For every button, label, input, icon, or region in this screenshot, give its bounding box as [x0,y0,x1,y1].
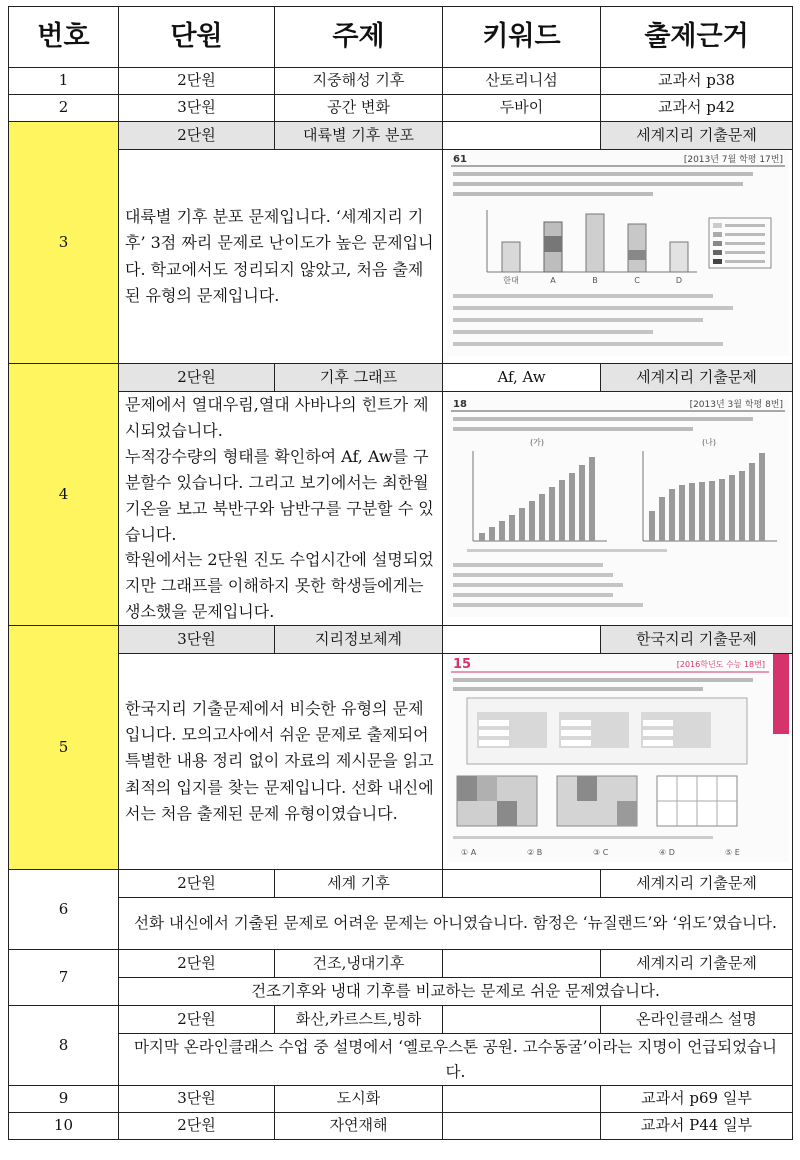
table-row [9,1113,793,1140]
side-tab [773,654,789,734]
row-unit: 2단원 [119,68,275,95]
row-keyword [443,870,601,898]
row-keyword [443,1006,601,1034]
row-num: 7 [9,950,119,1006]
row-topic: 지리정보체계 [275,626,443,654]
row-keyword [443,626,601,654]
grid-maps [457,776,737,826]
row-unit: 2단원 [119,1113,275,1140]
row-topic: 공간 변화 [275,95,443,122]
row-topic: 기후 그래프 [275,364,443,392]
bar-label: 한대 [502,276,519,286]
row-unit: 3단원 [119,95,275,122]
row-topic: 대륙별 기후 분포 [275,122,443,150]
answer-option: ③ C [592,848,608,858]
header-num: 번호 [9,7,119,68]
row-num: 2 [9,95,119,122]
row-keyword: Af, Aw [443,364,601,392]
row-topic: 도시화 [275,1086,443,1113]
question-source: [2016학년도 수능 18번] [676,660,765,670]
row-source: 교과서 p38 [601,68,793,95]
bar-label: D [675,276,682,286]
row-unit: 2단원 [119,950,275,978]
row-description: 문제에서 열대우림,열대 사바나의 힌트가 제시되었습니다. 누적강수량의 형태를 확인하여 Af, Aw를 구분할수 있습니다. 그리고 보기에서는 최한월 기온을 보고 북반구와 남반구를 구분할 수 있습니다. 학원에서는 2단원 진도 수업시간에 설명되었지만 그래프를 이해하지 못한 학생들에게는 생소했을 문제입니다. [119,392,443,626]
row-source: 교과서 P44 일부 [601,1113,793,1140]
graph-label-ga: (가) [529,438,544,448]
row-keyword [443,950,601,978]
table-row-note [9,1034,793,1086]
table-row [9,68,793,95]
bar-label: B [591,276,598,286]
exam-question-image [443,150,793,364]
row-keyword: 산토리니섬 [443,68,601,95]
exam-question-image [443,654,793,870]
question-number: 61 [452,154,467,166]
header-topic: 주제 [275,7,443,68]
table-row [9,626,793,654]
question-number: 15 [452,657,471,673]
row-topic: 자연재해 [275,1113,443,1140]
table-row [9,950,793,978]
row-note: 선화 내신에서 기출된 문제로 어려운 문제는 아니였습니다. 함정은 ‘뉴질랜드’와 ‘위도’였습니다. [119,898,793,950]
row-keyword [443,1113,601,1140]
question-source: [2013년 7월 학평 17번] [683,155,783,166]
row-num: 1 [9,68,119,95]
row-num: 6 [9,870,119,950]
row-keyword: 두바이 [443,95,601,122]
rainfall-graph-question-figure [447,393,789,617]
table-row [9,95,793,122]
row-unit: 2단원 [119,122,275,150]
row-num: 4 [9,364,119,626]
header-unit: 단원 [119,7,275,68]
answer-option: ② B [526,848,542,858]
row-source: 교과서 p42 [601,95,793,122]
table-row [9,364,793,392]
row-num: 8 [9,1006,119,1086]
row-description: 한국지리 기출문제에서 비슷한 유형의 문제입니다. 모의고사에서 쉬운 문제로 출제되어 특별한 내용 정리 없이 자료의 제시문을 읽고 최적의 입지를 찾는 문제입니다. 선화 내신에서는 처음 출제된 문제 유형이였습니다. [119,654,443,870]
row-note: 마지막 온라인클래스 수업 중 설명에서 ‘옐로우스톤 공원. 고수동굴’이라는 지명이 언급되었습니다. [119,1034,793,1086]
row-source: 세계지리 기출문제 [601,870,793,898]
row-description: 대륙별 기후 분포 문제입니다. ‘세계지리 기후’ 3점 짜리 문제로 난이도가 높은 문제입니다. 학교에서도 정리되지 않았고, 처음 출제된 유형의 문제입니다. [119,150,443,364]
answer-option: ④ D [658,848,675,858]
climate-bar-question-figure [447,150,789,356]
gis-question-figure [447,654,789,862]
row-unit: 3단원 [119,1086,275,1113]
graph-label-na: (나) [701,438,716,448]
answer-option: ⑤ E [724,848,740,858]
row-unit: 2단원 [119,1006,275,1034]
row-unit: 2단원 [119,364,275,392]
row-source: 한국지리 기출문제 [601,626,793,654]
table-row [9,870,793,898]
exam-analysis-table [8,6,793,1140]
table-row-note [9,978,793,1006]
row-source: 세계지리 기출문제 [601,122,793,150]
table-row [9,1006,793,1034]
header-source: 출제근거 [601,7,793,68]
row-num: 5 [9,626,119,870]
question-number: 18 [452,399,467,411]
row-source: 세계지리 기출문제 [601,950,793,978]
row-source: 온라인클래스 설명 [601,1006,793,1034]
header-row [9,7,793,68]
row-unit: 2단원 [119,870,275,898]
row-topic: 건조,냉대기후 [275,950,443,978]
criteria-tables [477,712,711,748]
header-keyword: 키워드 [443,7,601,68]
answer-option: ① A [460,848,476,858]
row-keyword [443,122,601,150]
row-topic: 세계 기후 [275,870,443,898]
row-source: 교과서 p69 일부 [601,1086,793,1113]
table-row-detail [9,392,793,626]
table-row-note [9,898,793,950]
row-num: 9 [9,1086,119,1113]
row-unit: 3단원 [119,626,275,654]
row-note: 건조기후와 냉대 기후를 비교하는 문제로 쉬운 문제였습니다. [119,978,793,1006]
row-topic: 지중해성 기후 [275,68,443,95]
table-row [9,1086,793,1113]
row-source: 세계지리 기출문제 [601,364,793,392]
exam-question-image [443,392,793,626]
row-num: 10 [9,1113,119,1140]
table-row [9,122,793,150]
bar-label: C [633,276,640,286]
row-num: 3 [9,122,119,364]
table-row-detail [9,654,793,870]
question-source: [2013년 3월 학평 8번] [689,400,783,411]
table-row-detail [9,150,793,364]
bar-label: A [549,276,556,286]
row-topic: 화산,카르스트,빙하 [275,1006,443,1034]
row-keyword [443,1086,601,1113]
